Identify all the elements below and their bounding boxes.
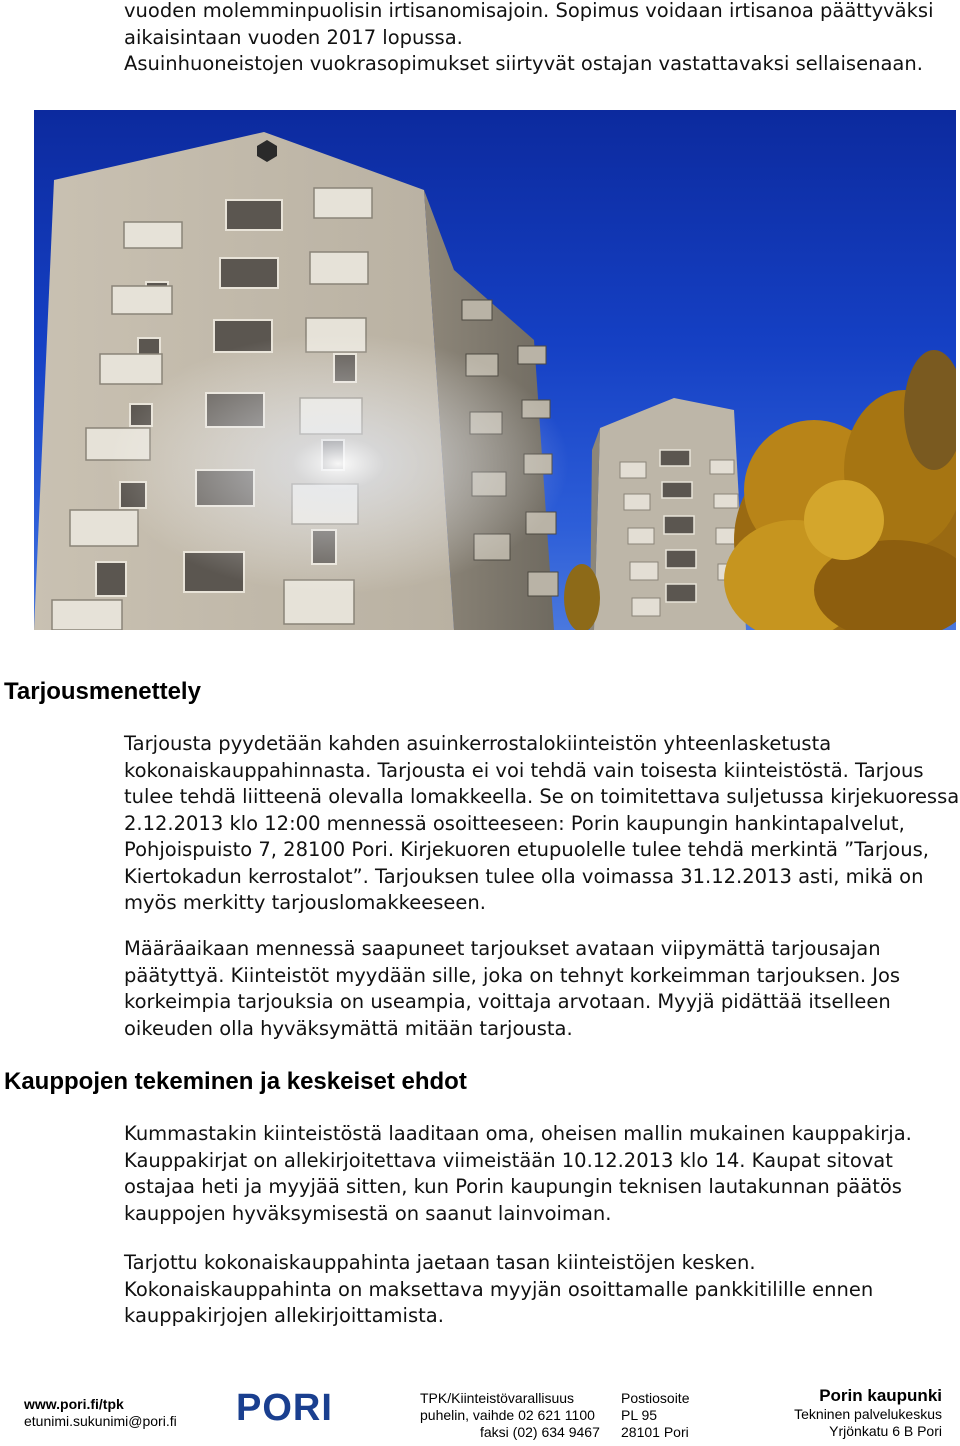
- footer-unit: [420, 1390, 600, 1441]
- section-heading: Kauppojen tekeminen ja keskeiset ehdot: [4, 1068, 467, 1095]
- section-paragraph: [124, 1121, 954, 1227]
- section-paragraph: [124, 1250, 954, 1330]
- footer-email-link[interactable]: etunimi.sukunimi@pori.fi: [24, 1413, 177, 1429]
- pori-logo: [234, 1386, 340, 1426]
- section-paragraph: [124, 936, 954, 1042]
- text-line: vuoden molemminpuolisin irtisanomisajoin. Sopimus voidaan irtisanoa päättyväksi: [124, 0, 934, 22]
- section-paragraph: [124, 731, 960, 917]
- text-line: päätyttyä. Kiinteistöt myydään sille, joka on tehnyt korkeimman tarjouksen. Jos: [124, 963, 901, 987]
- text-line: aikaisintaan vuoden 2017 lopussa.: [124, 25, 463, 49]
- footer-contact: [24, 1396, 177, 1430]
- footer-post-label: Postiosoite: [621, 1390, 690, 1406]
- pori-logo-text: PORI: [236, 1387, 333, 1426]
- text-line: Kummastakin kiinteistöstä laaditaan oma, oheisen mallin mukainen kauppakirja.: [124, 1122, 912, 1145]
- section-heading: Tarjousmenettely: [4, 678, 201, 705]
- text-line: Pohjoispuisto 7, 28100 Pori. Kirjekuoren etupuolelle tulee tehdä merkintä ”Tarjous,: [124, 838, 929, 861]
- apartment-buildings-photo: [34, 110, 956, 630]
- footer-website-link[interactable]: www.pori.fi/tpk: [24, 1396, 124, 1412]
- footer-fax: faksi (02) 634 9467: [480, 1424, 600, 1440]
- footer-postal: [621, 1390, 689, 1441]
- footer-street: Yrjönkatu 6 B Pori: [829, 1423, 942, 1439]
- text-line: myös merkitty tarjouslomakkeeseen.: [124, 891, 486, 914]
- text-line: Kokonaiskauppahinta on maksettava myyjän osoittamalle pankkitilille ennen: [124, 1277, 874, 1301]
- text-line: Kauppakirjat on allekirjoitettava viimeistään 10.12.2013 klo 14. Kaupat sitovat: [124, 1148, 893, 1172]
- text-line: ostajaa heti ja myyjää sitten, kun Porin kaupungin teknisen lautakunnan päätös: [124, 1175, 902, 1198]
- text-line: korkeimpia tarjouksia on useampia, voittaja arvotaan. Myyjä pidättää itselleen: [124, 990, 891, 1013]
- text-line: oikeuden olla hyväksymättä mitään tarjousta.: [124, 1016, 573, 1040]
- page-footer: [0, 1384, 960, 1446]
- text-line: Tarjousta pyydetään kahden asuinkerrostalokiinteistön yhteenlasketusta: [124, 732, 832, 755]
- footer-post-box: PL 95: [621, 1407, 658, 1423]
- text-line: kauppojen hyväksymisestä on saanut lainvoiman.: [124, 1201, 612, 1225]
- text-line: Asuinhuoneistojen vuokrasopimukset siirtyvät ostajan vastattavaksi sellaisenaan.: [124, 52, 923, 75]
- text-line: kokonaiskauppahinnasta. Tarjousta ei voi tehdä vain toisesta kiinteistöstä. Tarjous: [124, 758, 924, 782]
- footer-center: Tekninen palvelukeskus: [794, 1406, 942, 1422]
- text-line: Tarjottu kokonaiskauppahinta jaetaan tasan kiinteistöjen kesken.: [124, 1251, 756, 1274]
- text-line: kauppakirjojen allekirjoittamista.: [124, 1304, 444, 1327]
- text-line: Kiertokadun kerrostalot”. Tarjouksen tulee olla voimassa 31.12.2013 asti, mikä on: [124, 864, 924, 888]
- footer-organization: [794, 1386, 942, 1440]
- footer-unit-name: TPK/Kiinteistövarallisuus: [420, 1390, 575, 1406]
- text-line: Määräaikaan mennessä saapuneet tarjoukset avataan viipymättä tarjousajan: [124, 937, 881, 960]
- intro-paragraph: [124, 0, 954, 78]
- text-line: tulee tehdä liitteenä olevalla lomakkeella. Se on toimitettava suljetussa kirjekuoressa: [124, 785, 960, 808]
- footer-city: Porin kaupunki: [819, 1386, 942, 1405]
- footer-post-code: 28101 Pori: [621, 1424, 689, 1440]
- footer-phone: puhelin, vaihde 02 621 1100: [420, 1407, 595, 1423]
- text-line: 2.12.2013 klo 12:00 mennessä osoitteeseen: Porin kaupungin hankintapalvelut,: [124, 811, 905, 835]
